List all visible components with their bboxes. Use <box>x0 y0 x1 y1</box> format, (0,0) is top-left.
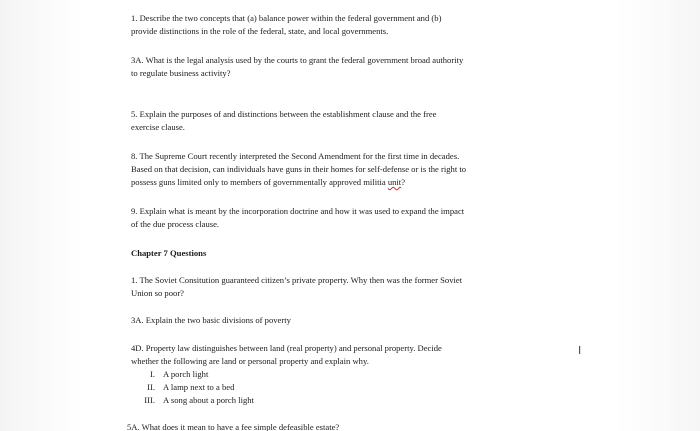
question-8-line-1: 8. The Supreme Court recently interpreted the Second Amendment for the first time in decades. <box>131 151 460 161</box>
chapter-7-question-4d-line-2: whether the following are land or personal property and explain why. <box>131 356 369 366</box>
chapter-7-question-3a-line-1: 3A. Explain the two basic divisions of poverty <box>131 315 291 325</box>
chapter-7-question-5a <box>127 421 571 431</box>
list-item-text: A lamp next to a bed <box>163 382 235 392</box>
document-body <box>127 12 571 431</box>
question-5-line-1: 5. Explain the purposes of and distinctions between the establishment clause and the free <box>131 109 437 119</box>
list-item-number: II. <box>147 382 155 392</box>
chapter-7-question-3a <box>131 314 571 327</box>
list-item-number: III. <box>144 395 155 405</box>
list-item-text: A song about a porch light <box>163 395 254 405</box>
question-8-line-3-pre: possess guns limited only to members of governmentally approved militia <box>131 177 388 187</box>
list-item <box>131 381 571 394</box>
question-8 <box>131 150 571 189</box>
question-3a-line-2: to regulate business activity? <box>131 68 231 78</box>
chapter-7-question-1-line-1: 1. The Soviet Consitution guaranteed citizen’s private property. Why then was the former Soviet <box>131 275 463 285</box>
question-8-line-2: Based on that decision, can individuals have guns in their homes for self-defense or is the right to <box>131 164 467 174</box>
text-cursor-icon: I <box>578 344 582 357</box>
chapter-7-heading: Chapter 7 Questions <box>131 248 207 258</box>
question-8-line-3-post: ? <box>401 177 406 187</box>
question-8-line-3 <box>131 176 571 189</box>
question-9 <box>131 205 571 231</box>
question-3a <box>131 54 571 80</box>
list-item <box>131 394 571 407</box>
chapter-7-question-1-line-2: Union so poor? <box>131 288 184 298</box>
question-1-line-2: provide distinctions in the role of the federal, state, and local governments. <box>131 26 389 36</box>
property-list <box>131 368 571 407</box>
question-9-line-2: of the due process clause. <box>131 219 220 229</box>
question-5 <box>131 108 571 134</box>
list-item-number: I. <box>149 369 155 379</box>
chapter-7-question-4d <box>131 342 571 407</box>
chapter-7-question-4d-line-1: 4D. Property law distinguishes between land (real property) and personal property. Decide <box>131 343 442 353</box>
question-3a-line-1: 3A. What is the legal analysis used by the courts to grant the federal government broad authority <box>131 55 464 65</box>
chapter-7-question-1 <box>131 274 571 300</box>
question-1-line-1: 1. Describe the two concepts that (a) balance power within the federal government and (b) <box>131 13 442 23</box>
list-item-text: A porch light <box>163 369 209 379</box>
question-5-line-2: exercise clause. <box>131 122 185 132</box>
chapter-7-question-5a-line-1: 5A. What does it mean to have a fee simple defeasible estate? <box>127 422 340 431</box>
list-item <box>131 368 571 381</box>
question-9-line-1: 9. Explain what is meant by the incorporation doctrine and how it was used to expand the impact <box>131 206 465 216</box>
spellcheck-underlined-word: unit <box>387 177 402 187</box>
question-1 <box>131 12 571 38</box>
